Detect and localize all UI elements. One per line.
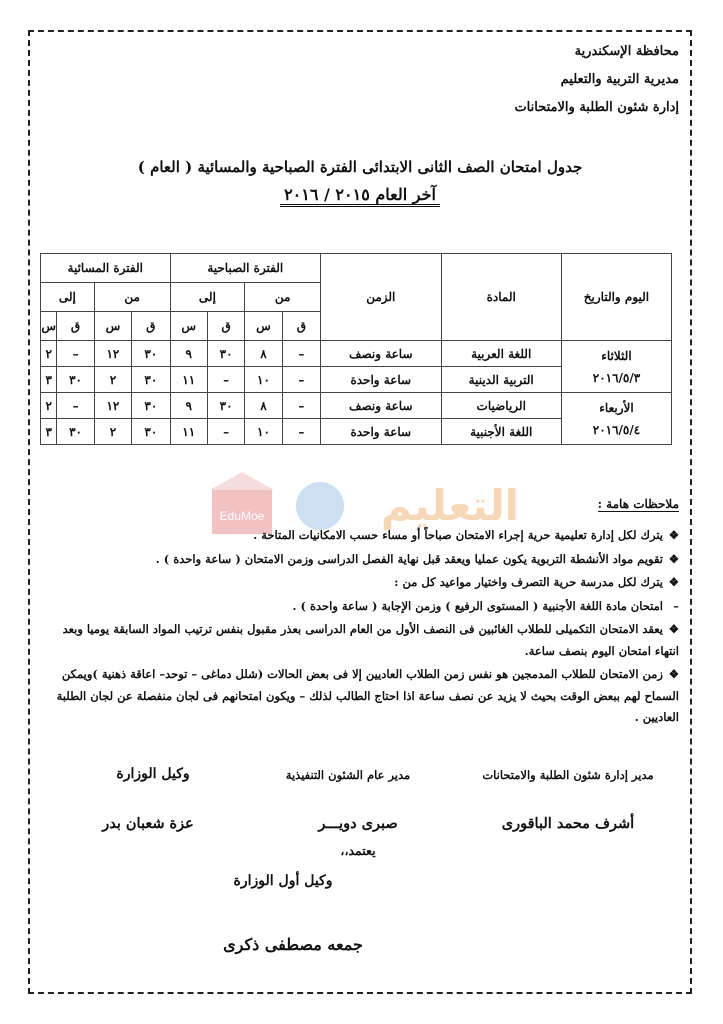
- dash-bullet-icon: –: [673, 598, 679, 613]
- header-block: [514, 38, 679, 122]
- evening-from-minutes: ٣٠: [132, 367, 170, 393]
- signatory-title-first-undersecretary: وكيل أول الوزارة: [233, 873, 333, 889]
- morning-from-minutes: –: [282, 419, 320, 445]
- document-title: جدول امتحان الصف الثانى الابتدائى الفترة الصباحية والمسائية ( العام ): [137, 158, 583, 176]
- signatory-title-students-affairs: مدير إدارة شئون الطلبة والامتحانات: [482, 768, 654, 782]
- note-text: يترك لكل مدرسة حرية التصرف واختيار مواعيد كل من :: [394, 575, 663, 589]
- evening-to-minutes: –: [57, 341, 94, 367]
- header-duration: الزمن: [321, 254, 441, 341]
- diamond-bullet-icon: ❖: [668, 667, 679, 681]
- note-item: [43, 549, 679, 571]
- watermark-roof-icon: [210, 472, 274, 490]
- evening-to-hours: ٣: [41, 419, 57, 445]
- duration-cell: ساعة ونصف: [321, 393, 441, 419]
- diamond-bullet-icon: ❖: [668, 575, 679, 589]
- subject-cell: الرياضيات: [441, 393, 561, 419]
- day-date-cell: [561, 341, 671, 393]
- header-evening-from: من: [94, 283, 170, 312]
- morning-from-minutes: –: [282, 393, 320, 419]
- day-name: الأربعاء: [599, 400, 634, 415]
- note-item: [43, 619, 679, 662]
- note-text: يعقد الامتحان التكميلى للطلاب الغائبين فى النصف الأول من العام الدراسى بعذر مقبول بنفس ترتيب المواد السابقة يوميا وبعد انتهاء امتحان اليوم بنصف ساعة.: [62, 622, 679, 658]
- evening-to-minutes: –: [57, 393, 94, 419]
- note-text: تقويم مواد الأنشطة التربوية يكون عمليا ويعقد قبل نهاية الفصل الدراسى وزمن الامتحان ( ساعة واحدة ) .: [155, 551, 663, 566]
- note-item: [43, 664, 679, 729]
- morning-from-hours: ١٠: [245, 367, 282, 393]
- note-text: يترك لكل إدارة تعليمية حرية إجراء الامتحان صباحاً أو مساء حسب الامكانيات المتاحة .: [253, 528, 663, 542]
- header-morning-from: من: [245, 283, 321, 312]
- morning-to-hours: ١١: [170, 419, 207, 445]
- morning-from-minutes: –: [282, 341, 320, 367]
- exam-schedule-table: [40, 253, 672, 445]
- signatory-name-students-affairs: أشرف محمد الباقورى: [501, 815, 635, 832]
- directorate-name: مديرية التربية والتعليم: [560, 72, 679, 87]
- notes-list: [43, 525, 679, 731]
- exam-date: ٢٠١٦/٥/٤: [592, 422, 641, 437]
- note-text: زمن الامتحان للطلاب المدمجين هو نفس زمن الطلاب العاديين إلا فى بعض الحالات (شلل دماغى – توحد– اعاقة ذهنية )ويمكن السماح لهم ببعض الوقت بحيث لا يزيد عن نصف ساعة اذا احتاج الطالب لذلك – ويكون امتحانهم فى لجان منفصلة عن لجان الطلبة العاديين .: [56, 667, 679, 724]
- evening-from-hours: ٢: [94, 367, 131, 393]
- note-item: [43, 525, 679, 547]
- morning-to-minutes: ٣٠: [207, 341, 244, 367]
- header-minutes: ق: [207, 312, 244, 341]
- evening-from-hours: ٢: [94, 419, 131, 445]
- header-morning-to: إلى: [170, 283, 245, 312]
- signatory-title-executive-affairs: مدير عام الشئون التنفيذية: [285, 768, 411, 782]
- morning-to-hours: ٩: [170, 393, 207, 419]
- header-subject: المادة: [441, 254, 561, 341]
- watermark-latin-text: EduMoe: [219, 509, 265, 523]
- duration-cell: ساعة واحدة: [321, 367, 441, 393]
- header-evening-period: الفترة المسائية: [41, 254, 171, 283]
- morning-to-minutes: –: [207, 419, 244, 445]
- morning-to-hours: ٩: [170, 341, 207, 367]
- diamond-bullet-icon: ❖: [668, 622, 679, 636]
- header-evening-to: إلى: [41, 283, 95, 312]
- evening-to-minutes: ٣٠: [57, 367, 94, 393]
- morning-from-hours: ٨: [245, 393, 282, 419]
- header-day-date: اليوم والتاريخ: [561, 254, 671, 341]
- evening-to-hours: ٣: [41, 367, 57, 393]
- subject-cell: اللغة الأجنبية: [441, 419, 561, 445]
- morning-from-minutes: –: [282, 367, 320, 393]
- header-hours: س: [41, 312, 57, 341]
- watermark-globe-icon: [296, 482, 344, 530]
- approval-label: يعتمد،،: [340, 843, 376, 858]
- day-date-cell: [561, 393, 671, 445]
- table-row: [41, 393, 672, 419]
- note-item: [43, 572, 679, 594]
- evening-from-minutes: ٣٠: [132, 419, 170, 445]
- signatory-name-undersecretary: عزة شعبان بدر: [102, 815, 194, 832]
- morning-to-minutes: –: [207, 367, 244, 393]
- governorate-name: محافظة الإسكندرية: [574, 44, 679, 59]
- notes-heading-text: ملاحظات هامة :: [597, 497, 679, 511]
- morning-from-hours: ٨: [245, 341, 282, 367]
- evening-to-minutes: ٣٠: [57, 419, 94, 445]
- department-name: إدارة شئون الطلبة والامتحانات: [514, 100, 679, 115]
- morning-from-hours: ١٠: [245, 419, 282, 445]
- note-item: [43, 596, 679, 618]
- table-row: [41, 341, 672, 367]
- duration-cell: ساعة واحدة: [321, 419, 441, 445]
- note-text: امتحان مادة اللغة الأجنبية ( المستوى الرفيع ) وزمن الإجابة ( ساعة واحدة ) .: [292, 598, 663, 613]
- diamond-bullet-icon: ❖: [668, 528, 679, 542]
- morning-to-hours: ١١: [170, 367, 207, 393]
- document-subtitle: [40, 185, 680, 204]
- subject-cell: اللغة العربية: [441, 341, 561, 367]
- signatory-title-undersecretary: وكيل الوزارة: [116, 766, 190, 782]
- signatory-name-executive-affairs: صبرى دويـــر: [318, 815, 398, 832]
- day-name: الثلاثاء: [601, 348, 632, 363]
- header-hours: س: [245, 312, 282, 341]
- evening-to-hours: ٢: [41, 341, 57, 367]
- academic-year: آخر العام ٢٠١٥ / ٢٠١٦: [280, 185, 440, 207]
- evening-from-minutes: ٣٠: [132, 341, 170, 367]
- header-minutes: ق: [282, 312, 320, 341]
- evening-from-hours: ١٢: [94, 393, 131, 419]
- watermark-arabic-text: التعليم: [380, 481, 520, 530]
- header-minutes: ق: [132, 312, 170, 341]
- notes-heading: [598, 497, 679, 511]
- header-hours: س: [94, 312, 131, 341]
- evening-to-hours: ٢: [41, 393, 57, 419]
- header-hours: س: [170, 312, 207, 341]
- exam-date: ٢٠١٦/٥/٣: [592, 370, 641, 385]
- evening-from-minutes: ٣٠: [132, 393, 170, 419]
- signatory-name-first-undersecretary: جمعه مصطفى ذكرى: [223, 935, 363, 954]
- header-morning-period: الفترة الصباحية: [170, 254, 321, 283]
- evening-from-hours: ١٢: [94, 341, 131, 367]
- diamond-bullet-icon: ❖: [668, 551, 679, 566]
- morning-to-minutes: ٣٠: [207, 393, 244, 419]
- subject-cell: التربية الدينية: [441, 367, 561, 393]
- duration-cell: ساعة ونصف: [321, 341, 441, 367]
- header-minutes: ق: [57, 312, 94, 341]
